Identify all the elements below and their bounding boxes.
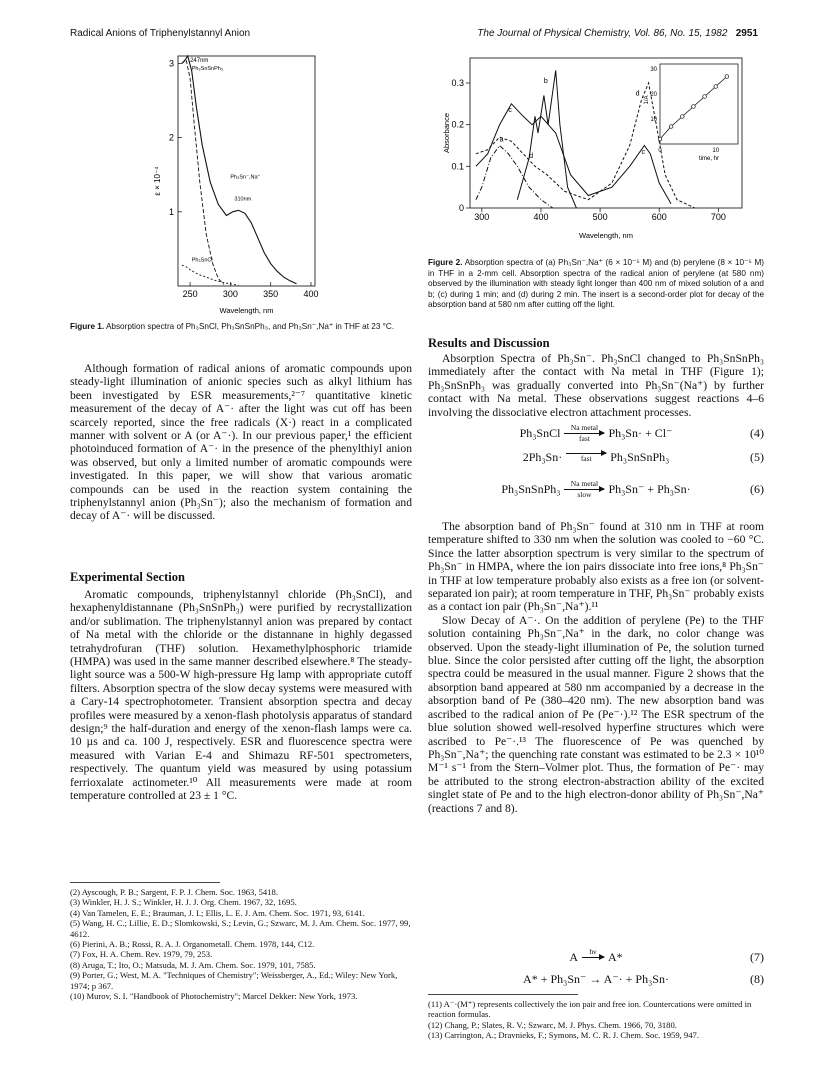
- figure-1-caption-label: Figure 1.: [70, 322, 105, 331]
- annotation-label: Ph₃SnSnPh₃: [191, 66, 224, 72]
- equation-4: [428, 424, 764, 443]
- experimental-paragraph: Aromatic compounds, triphenylstannyl chloride (Ph₃SnCl), and hexaphenyldistannane (Ph₃SnSnPh₃) were purified by recrystallization and/or sublimation. The triphenylstannyl anion was prepared by contact of Na metal with the chloride or the distannane in highly degassed tetrahydrofuran (THF) solution. Hexamethylphosphoric triamide (HMPA) was used in the same manner described elsewhere.⁸ The steady-light source was a 500-W high-pressure Hg lamp with appropriate cutoff filters. Absorption spectra of the slow decay systems were measured with a Cary-14 spectrophotometer. Transient absorption spectra and decay profiles were measured by a xenon-flash photolysis apparatus of standard design;⁹ the half-duration and energy of the xenon-flash lamps were ca. 10 µs and ca. 100 J, respectively. ESR and fluorescence spectra were measured with Varian E-4 and Shimazu RF-501 spectrometers, respectively. The quantum yield was measured by using potassium ferrioxalate actinometer.¹⁰ All measurements were made at room temperature controlled at 23 ± 1 °C.: [70, 588, 412, 803]
- footnote: (12) Chang, P.; Slates, R. V.; Szwarc, M. J. Phys. Chem. 1966, 70, 3180.: [428, 1019, 677, 1030]
- figure-2-caption-label: Figure 2.: [428, 258, 463, 267]
- series-line: [517, 71, 576, 209]
- x-tick-label: 500: [592, 212, 608, 222]
- y-tick-label: 0: [458, 203, 464, 213]
- inset-x-label: time, hr: [698, 156, 720, 162]
- y-axis-label: ε × 10⁻⁴: [153, 166, 162, 196]
- series-line: [182, 56, 297, 284]
- figure-2-caption-text: Absorption spectra of (a) Ph₃Sn⁻,Na⁺ (6 × 10⁻⁵ M) and (b) perylene (8 × 10⁻⁵ M) in THF in a 2-mm cell. Absorption spectra of the radical anion of perylene (at 580 nm) observed by the illumination with steady light longer than 400 nm of mixed solution of a and b; (c) during 1 min; and (d) during 2 min. The insert is a second-order plot for decay of the absorption band at 580 nm after cutting off the light.: [428, 258, 764, 309]
- eq4-number: (4): [750, 426, 764, 440]
- annotation-label: Ph₃Sn⁻,Na⁺: [230, 174, 261, 181]
- y-tick-label: 3: [168, 58, 174, 69]
- x-tick-label: 400: [533, 212, 549, 222]
- eq5-number: (5): [750, 450, 764, 464]
- inset-y-tick-label: 10: [650, 117, 657, 123]
- y-tick-label: 0.2: [451, 119, 464, 130]
- intro-text: [70, 362, 412, 523]
- experimental-section-title: Experimental Section: [70, 570, 185, 584]
- results-paragraph-2: The absorption band of Ph₃Sn⁻ found at 310 nm in THF at room temperature shifted to 330 nm when the solution was cooled to −60 °C. Since the latter absorption spectrum is very similar to the spectrum of Ph₃Sn⁻ in HMPA, where the ion pairs dissociate into free ions,⁸ Ph₃Sn⁻ in THF at low temperature probably also exists as a free ion (or solvent-separated ion pair); at room temperature in THF, Ph₃Sn⁻ probably exists as a contact ion pair (Ph₃Sn⁻,Na⁺).¹¹: [428, 520, 764, 614]
- eq8-reaction: A* + Ph₃Sn⁻ → A⁻· + Ph₃Sn·: [523, 972, 669, 986]
- inset-y-label: 1/A: [644, 95, 650, 105]
- inset-y-tick-label: 20: [650, 92, 657, 98]
- curve-label: c: [641, 148, 645, 156]
- eq7-reactant: A: [569, 950, 578, 964]
- x-axis-label: Wavelength, nm: [219, 306, 274, 315]
- eq7-product: A*: [608, 950, 623, 964]
- eq5-reactant: 2Ph₃Sn·: [522, 450, 563, 464]
- y-tick-label: 1: [168, 206, 174, 217]
- footnote: (7) Fox, H. A. Chem. Rev. 1979, 79, 253.: [70, 949, 213, 960]
- figure-1-axes: [153, 56, 318, 315]
- intro-paragraph: Although formation of radical anions of aromatic compounds upon steady-light illumination of anionic species such as alkyl lithium has been investigated by ESR measurements,²⁻⁷ quantitative kinetic measurement of the decay of A⁻· after the light was cut off has been scarcely reported, since the free radicals (X·) react in a complicated manner with solvent or A (or A⁻·). In our previous paper,¹ the efficient photoinduced formation of A⁻· in the presence of the phenylthiyl anion was observed, but only a limited number of aromatic compounds were investigated. In this paper, we will show that various aromatic compounds can be used in the reaction system containing the triphenylstannyl anion (Ph₃Sn⁻); also the mechanism of formation and decay of A⁻· will be discussed.: [70, 362, 412, 523]
- figure-2-inset: [644, 64, 738, 162]
- y-tick-label: 0.3: [451, 78, 464, 88]
- annotation-label: 247nm: [190, 58, 209, 64]
- journal-citation: The Journal of Physical Chemistry, Vol. 86, No. 15, 1982: [477, 28, 728, 39]
- eq6-condition: Na metal: [570, 479, 599, 488]
- inset-x-tick-label: 0: [658, 148, 662, 154]
- footnote: (9) Porter, G.; West, M. A. "Techniques of Chemistry"; Weissberger, A., Ed.; Wiley: New York, 1974; p 367.: [70, 970, 398, 991]
- footnotes-left: [70, 887, 412, 1001]
- results-paragraph-1: Absorption Spectra of Ph₃Sn⁻. Ph₃SnCl changed to Ph₃SnSnPh₃ immediately after the contact with Na metal in THF (Figure 1); Ph₃SnSnPh₃ was gradually converted into Ph₃Sn⁻(Na⁺) by further contact with Na metal. These observations suggest reactions 4–6 involving the dissociative electron attachment processes.: [428, 352, 764, 419]
- inset-data-point: [692, 105, 696, 109]
- eq7-number: (7): [750, 950, 764, 964]
- y-axis-label: Absorbance: [442, 112, 451, 154]
- eq6-arrow: [564, 480, 604, 499]
- figure-2-caption: [428, 258, 764, 311]
- series-line: [182, 60, 224, 285]
- footnote: (13) Carrington, A.; Dravnieks, F.; Symons, M. C. R. J. Chem. Soc. 1959, 947.: [428, 1030, 699, 1041]
- eq8-number: (8): [750, 972, 764, 986]
- results-text-2: [428, 520, 764, 815]
- figure-1-caption: [70, 322, 412, 333]
- figure-1-chart: [150, 46, 340, 318]
- annotation-label: Ph₃SnCl: [191, 257, 213, 264]
- eq5-rate: fast: [580, 454, 592, 463]
- inset-y-tick-label: 30: [650, 67, 657, 73]
- series-line: [476, 146, 553, 209]
- inset-data-point: [658, 137, 662, 141]
- inset-data-point: [725, 75, 729, 79]
- figure-2-chart: [440, 46, 750, 256]
- x-tick-label: 350: [263, 289, 279, 299]
- footnote: (5) Wang, H. C.; Lillie, E. D.; Slomkowski, S.; Levin, G.; Szwarc, M. J. Am. Chem. Soc. 1977, 99, 4612.: [70, 918, 411, 939]
- eq4-arrow: [564, 424, 604, 443]
- footnote: (2) Ayscough, P. B.; Sargent, F. P. J. Chem. Soc. 1963, 5418.: [70, 887, 278, 897]
- equation-8: [428, 972, 764, 987]
- inset-data-point: [680, 115, 684, 119]
- running-header-left: Radical Anions of Triphenylstannyl Anion: [70, 28, 251, 39]
- equation-6: [428, 480, 764, 499]
- x-axis-label: Wavelength, nm: [579, 231, 633, 240]
- x-tick-label: 600: [651, 212, 667, 222]
- footnote: (10) Murov, S. I. "Handbook of Photochemistry"; Marcel Dekker: New York, 1973.: [70, 991, 358, 1002]
- eq5-arrow: [566, 452, 606, 463]
- footnote: (11) A⁻·(M⁺) represents collectively the ion pair and free ion. Countercations were omitted in reaction formulas.: [428, 999, 752, 1020]
- inset-data-point: [669, 125, 673, 129]
- results-section-title: Results and Discussion: [428, 336, 550, 350]
- experimental-text: [70, 588, 412, 803]
- footnote: (3) Winkler, H. J. S.; Winkler, H. J. J. Org. Chem. 1967, 32, 1695.: [70, 897, 297, 908]
- equation-7: [428, 948, 764, 967]
- x-tick-label: 700: [710, 212, 726, 222]
- curve-label: b: [543, 78, 548, 85]
- footnotes-right: [428, 999, 764, 1041]
- results-paragraph-3: Slow Decay of A⁻·. On the addition of perylene (Pe) to the THF solution containing Ph₃Sn⁻,Na⁺ in the dark, no color change was observed. Upon the steady-light illumination of Pe, the solution turned blue. Since the color persisted after cutting off the light, the absorption spectra could be measured in the usual manner. Figure 2 shows that the absorption band appeared at 580 nm accompanied by a decrease in the absorption band of Pe (380–420 nm). The new absorption band was ascribed to the radical anion of Pe (Pe⁻·).¹² The ESR spectrum of the blue solution showed well-resolved hyperfine structures which were ascribed to Pe⁻·.¹³ The fluorescence of Pe was quenched by Ph₃Sn⁻,Na⁺; the quenching rate constant was estimated to be 2.3 × 10¹⁰ M⁻¹ s⁻¹ from the Stern–Volmer plot. Thus, the formation of Pe⁻· may be attributed to the strong electron-abstraction ability of the excited singlet state of Pe and to the high electron-donor ability of Ph₃Sn⁻,Na⁺ (reactions 7 and 8).: [428, 613, 764, 815]
- eq5-product: Ph₃SnSnPh₃: [610, 450, 670, 464]
- footnote: (6) Pierini, A. B.; Rossi, R. A. J. Organometall. Chem. 1978, 144, C12.: [70, 939, 315, 950]
- page-number: 2951: [735, 28, 758, 39]
- eq4-condition: Na metal: [570, 423, 599, 432]
- eq6-number: (6): [750, 482, 764, 496]
- eq6-product: Ph₃Sn⁻ + Ph₃Sn·: [608, 482, 691, 496]
- x-tick-label: 400: [303, 289, 319, 299]
- eq7-condition: hν: [589, 947, 597, 956]
- eq7-arrow: [582, 948, 604, 967]
- footnote: (4) Van Tamelen, E. E.; Brauman, J. I.; Ellis, L. E. J. Am. Chem. Soc. 1971, 93, 6141.: [70, 907, 365, 918]
- x-tick-label: 250: [182, 289, 198, 299]
- y-tick-label: 2: [168, 132, 174, 143]
- figure-1-caption-text: Absorption spectra of Ph₃SnCl, Ph₃SnSnPh₃, and Ph₃Sn⁻,Na⁺ in THF at 23 °C.: [105, 322, 395, 331]
- y-tick-label: 0.1: [451, 161, 464, 172]
- inset-x-tick-label: 10: [712, 148, 720, 154]
- x-tick-label: 300: [222, 289, 238, 299]
- footnote: (8) Aruga, T.; Ito, O.; Matsuda, M. J. Am. Chem. Soc. 1979, 101, 7585.: [70, 959, 316, 970]
- inset-data-point: [714, 85, 718, 89]
- curve-label: a: [499, 136, 504, 144]
- eq6-rate: slow: [577, 490, 592, 499]
- curve-label: d: [635, 90, 640, 98]
- eq6-reactant: Ph₃SnSnPh₃: [501, 482, 561, 496]
- eq4-rate: fast: [579, 434, 590, 443]
- curve-label: d: [529, 153, 534, 160]
- running-header-right: [477, 28, 758, 39]
- annotation-label: 310nm: [234, 196, 252, 203]
- results-text-1: [428, 352, 764, 419]
- x-tick-label: 300: [474, 212, 490, 222]
- figure-1-plot: [182, 56, 297, 285]
- inset-data-point: [703, 95, 707, 99]
- eq4-reactant: Ph₃SnCl: [519, 426, 561, 440]
- footnote-rule-right: [428, 994, 578, 995]
- footnote-rule: [70, 882, 220, 883]
- equation-5: [428, 450, 764, 465]
- eq4-product: Ph₃Sn· + Cl⁻: [608, 426, 673, 440]
- curve-label: c: [508, 107, 512, 115]
